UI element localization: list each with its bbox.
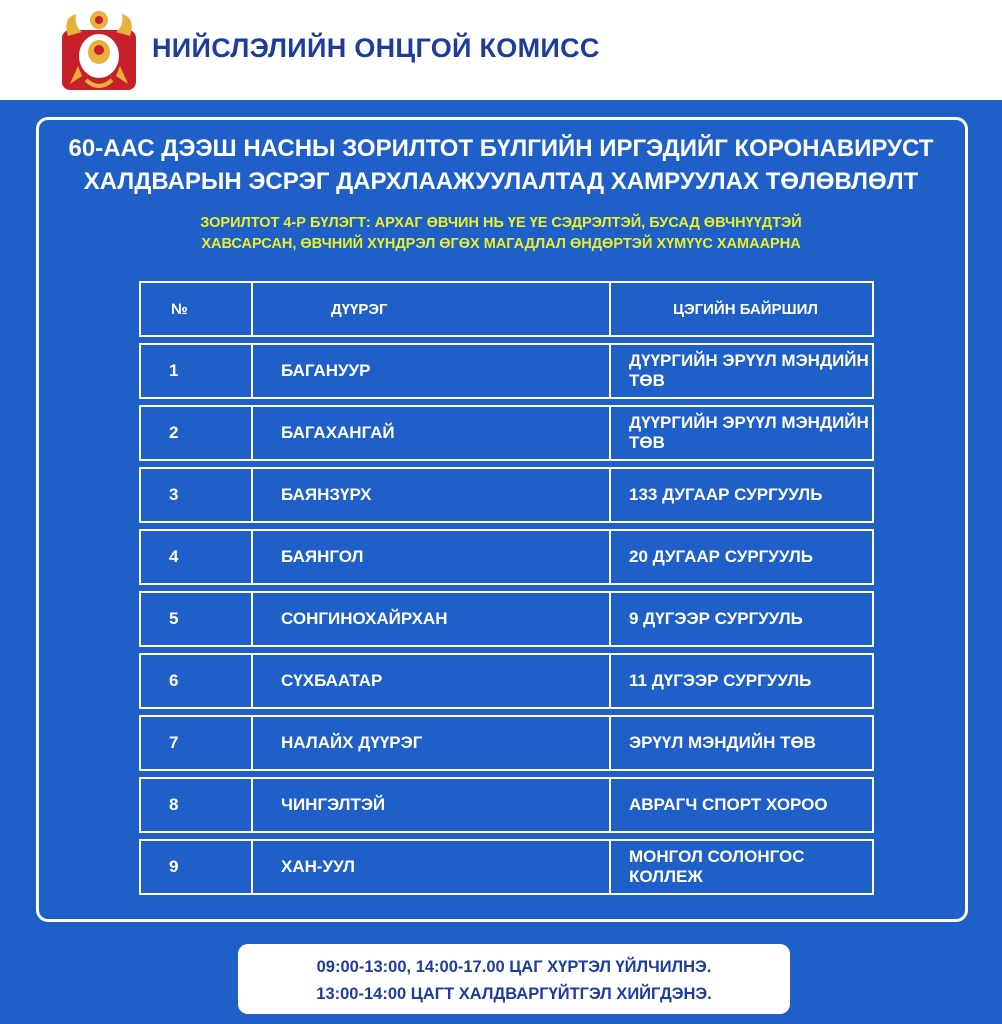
table-header-row <box>139 281 874 337</box>
table-row <box>139 715 874 771</box>
table-row <box>139 777 874 833</box>
row-district: БАЯНЗҮРХ <box>251 467 609 523</box>
row-location: ДҮҮРГИЙН ЭРҮҮЛ МЭНДИЙН ТӨВ <box>609 405 874 461</box>
subtitle-line-2: ХАВСАРСАН, ӨВЧНИЙ ХҮНДРЭЛ ӨГӨХ МАГАДЛАЛ ӨНДӨРТЭЙ ХҮМҮҮС ХАМААРНА <box>201 236 801 252</box>
row-number: 3 <box>139 467 251 523</box>
organization-title: НИЙСЛЭЛИЙН ОНЦГОЙ КОМИСС <box>152 33 600 63</box>
table-row <box>139 591 874 647</box>
table-row <box>139 653 874 709</box>
row-location: АВРАГЧ СПОРТ ХОРОО <box>609 777 874 833</box>
row-district: СОНГИНОХАЙРХАН <box>251 591 609 647</box>
row-location: ЭРҮҮЛ МЭНДИЙН ТӨВ <box>609 715 874 771</box>
table-row <box>139 467 874 523</box>
table-row <box>139 405 874 461</box>
row-location: 20 ДУГААР СУРГУУЛЬ <box>609 529 874 585</box>
row-district: СҮХБААТАР <box>251 653 609 709</box>
row-number: 8 <box>139 777 251 833</box>
row-district: НАЛАЙХ ДҮҮРЭГ <box>251 715 609 771</box>
ulaanbaatar-coat-of-arms-icon <box>58 6 140 94</box>
table-row <box>139 529 874 585</box>
page-title-line-2: ХАЛДВАРЫН ЭСРЭГ ДАРХЛААЖУУЛАЛТАД ХАМРУУЛАХ ТӨЛӨВЛӨЛТ <box>83 168 919 195</box>
hours-notice-line-2: 13:00-14:00 ЦАГТ ХАЛДВАРГҮЙТГЭЛ ХИЙГДЭНЭ. <box>316 985 712 1003</box>
row-location: 11 ДҮГЭЭР СУРГУУЛЬ <box>609 653 874 709</box>
table-row <box>139 839 874 895</box>
row-number: 9 <box>139 839 251 895</box>
row-location: 9 ДҮГЭЭР СУРГУУЛЬ <box>609 591 874 647</box>
row-number: 7 <box>139 715 251 771</box>
row-district: БАГАНУУР <box>251 343 609 399</box>
row-district: БАГАХАНГАЙ <box>251 405 609 461</box>
column-header-number: № <box>139 281 251 337</box>
row-district: ХАН-УУЛ <box>251 839 609 895</box>
column-header-district: ДҮҮРЭГ <box>251 281 609 337</box>
row-location: ДҮҮРГИЙН ЭРҮҮЛ МЭНДИЙН ТӨВ <box>609 343 874 399</box>
row-district: ЧИНГЭЛТЭЙ <box>251 777 609 833</box>
row-number: 6 <box>139 653 251 709</box>
header-bar <box>0 0 1002 100</box>
vaccination-points-table <box>139 275 874 901</box>
hours-notice-line-1: 09:00-13:00, 14:00-17.00 ЦАГ ХҮРТЭЛ ҮЙЛЧИЛНЭ. <box>316 958 712 976</box>
subtitle-line-1: ЗОРИЛТОТ 4-Р БҮЛЭГТ: АРХАГ ӨВЧИН НЬ ҮЕ ҮЕ СЭДРЭЛТЭЙ, БУСАД ӨВЧНҮҮДТЭЙ <box>200 215 802 231</box>
row-number: 1 <box>139 343 251 399</box>
row-number: 4 <box>139 529 251 585</box>
row-location: МОНГОЛ СОЛОНГОС КОЛЛЕЖ <box>609 839 874 895</box>
column-header-location: ЦЭГИЙН БАЙРШИЛ <box>609 281 874 337</box>
row-location: 133 ДУГААР СУРГУУЛЬ <box>609 467 874 523</box>
row-district: БАЯНГОЛ <box>251 529 609 585</box>
table-row <box>139 343 874 399</box>
page-title-line-1: 60-ААС ДЭЭШ НАСНЫ ЗОРИЛТОТ БҮЛГИЙН ИРГЭДИЙГ КОРОНАВИРУСТ <box>68 135 934 162</box>
row-number: 5 <box>139 591 251 647</box>
row-number: 2 <box>139 405 251 461</box>
